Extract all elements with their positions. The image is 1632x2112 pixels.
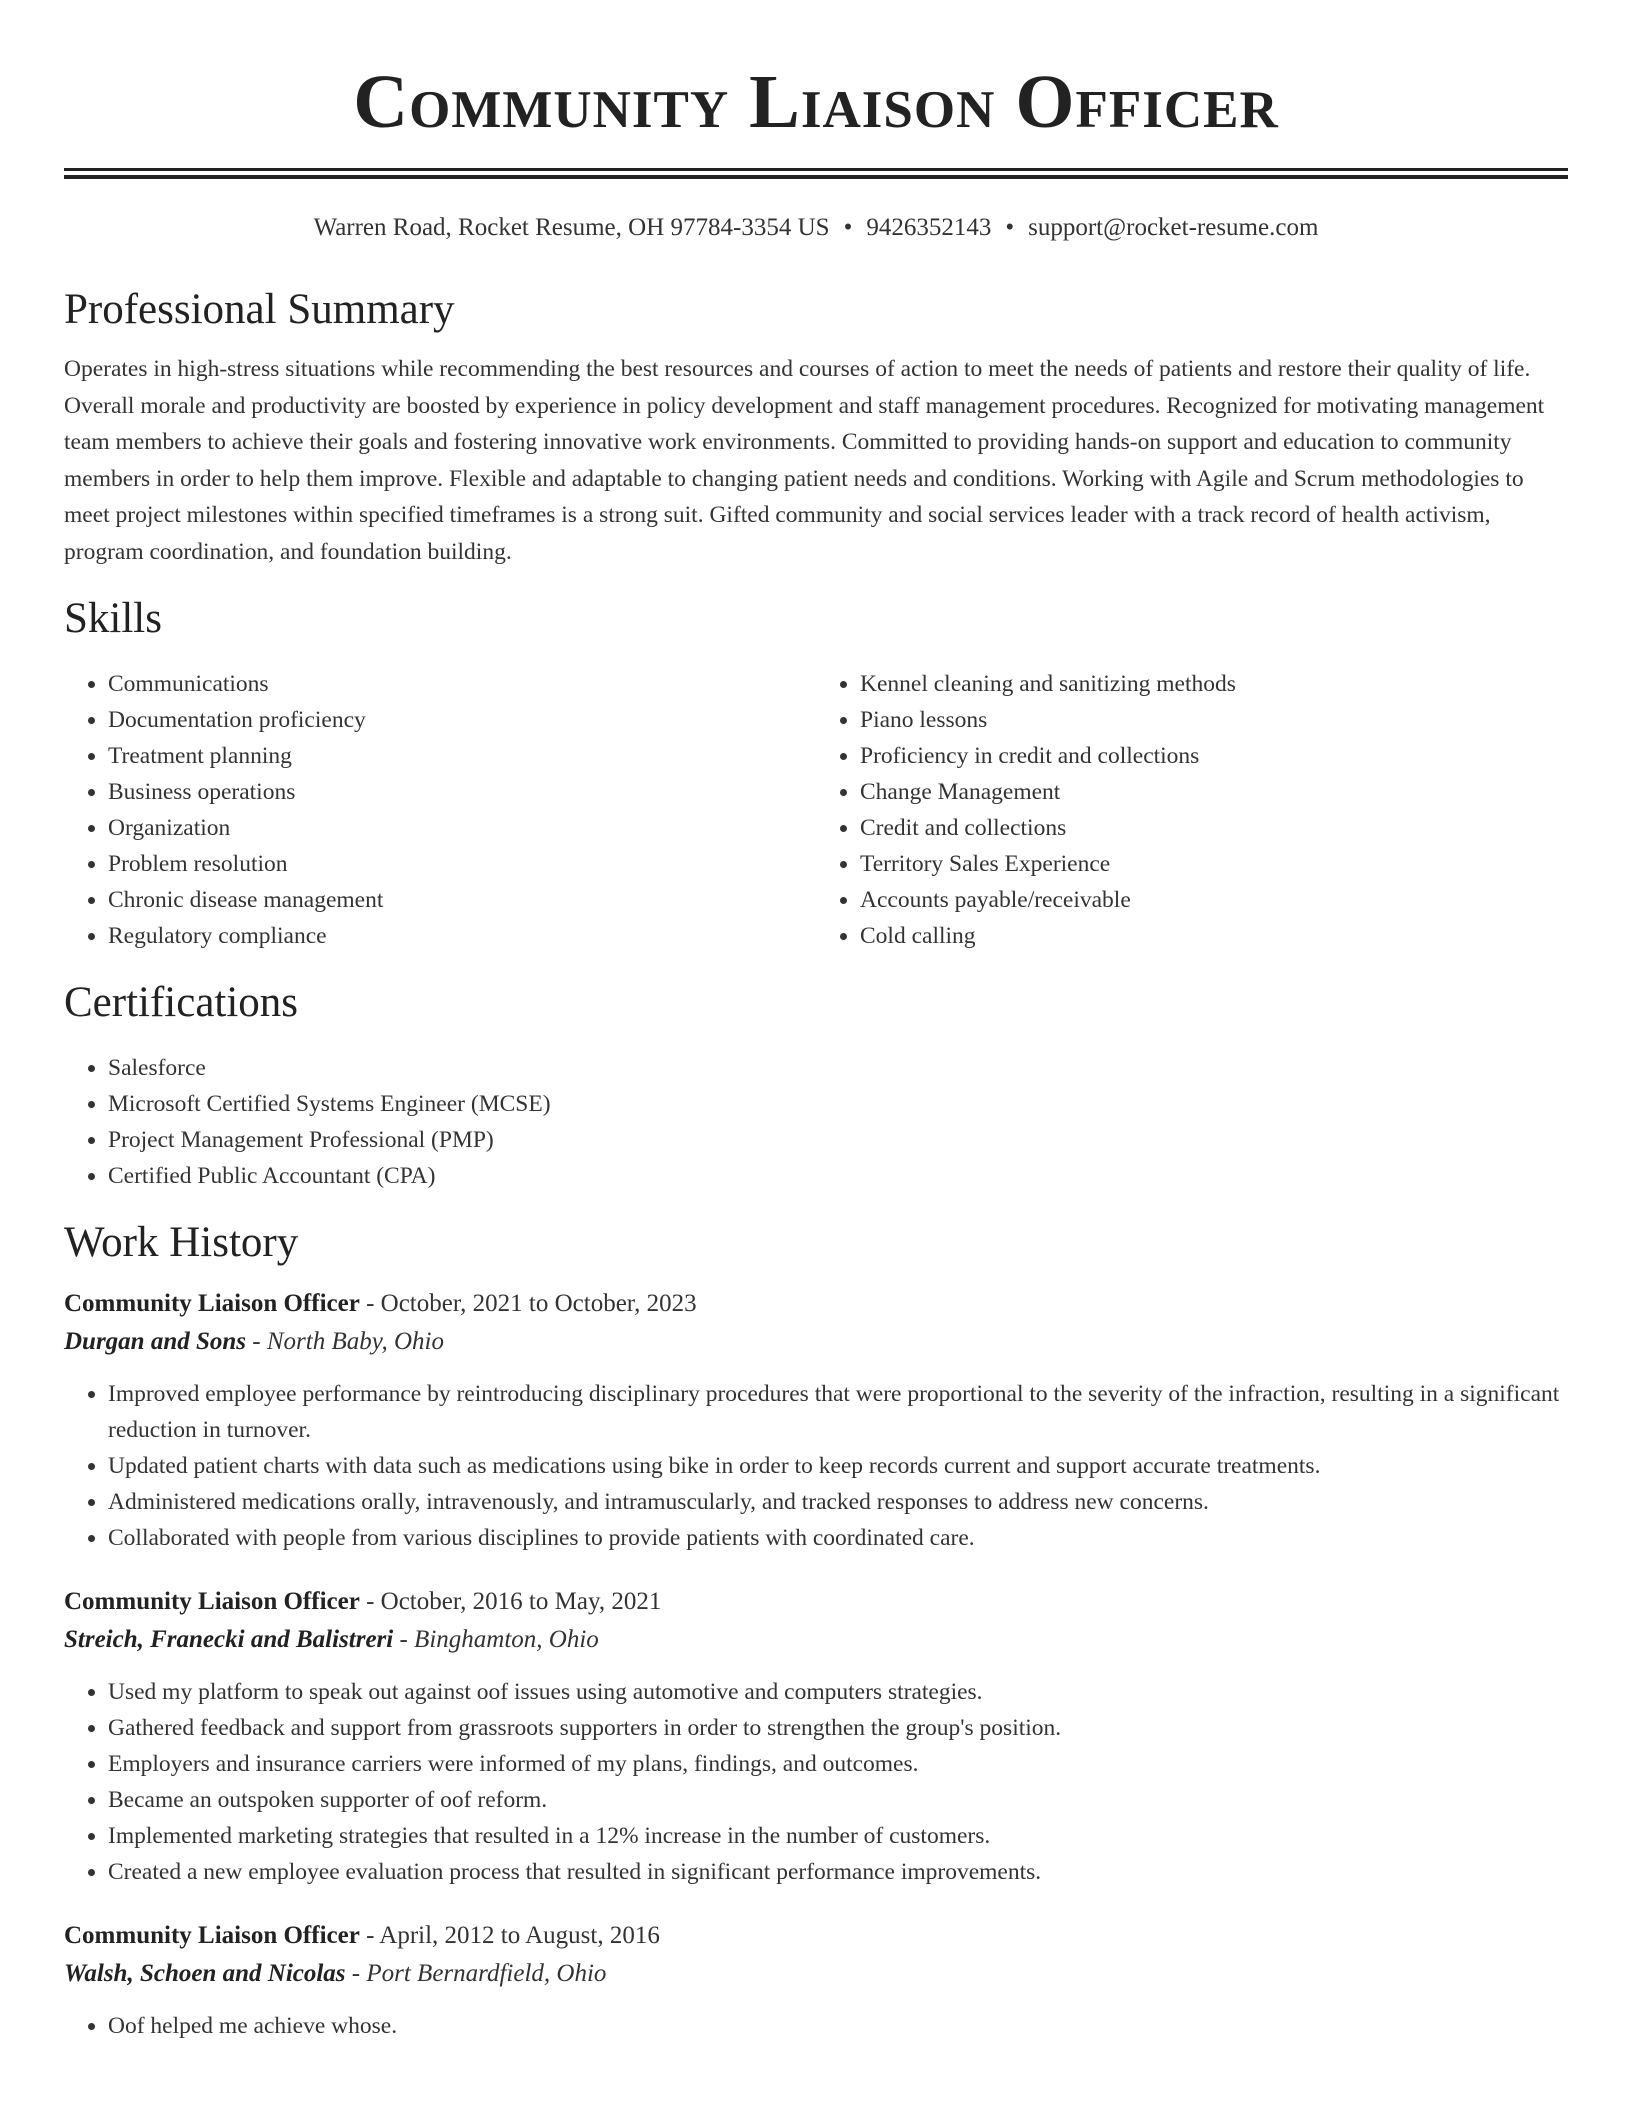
job-header xyxy=(64,1286,1568,1322)
job-dash: - xyxy=(345,1960,367,1987)
job-employer xyxy=(64,1322,1568,1362)
certifications-heading: Certifications xyxy=(64,979,299,1026)
job-dates: April, 2012 to August, 2016 xyxy=(379,1922,660,1949)
skill-item: • Change Management xyxy=(860,774,1568,810)
job-location: Binghamton, Ohio xyxy=(414,1626,599,1653)
job-company: Durgan and Sons xyxy=(64,1328,247,1355)
contact-email: support@rocket-resume.com xyxy=(1028,214,1319,241)
job-dash: - xyxy=(359,1290,381,1317)
job-company: Walsh, Schoen and Nicolas xyxy=(64,1960,346,1987)
job-company: Streich, Franecki and Balistreri xyxy=(64,1626,394,1653)
job-location: North Baby, Ohio xyxy=(266,1328,444,1355)
summary-text: Operates in high-stress situations while recommending the best resources and courses of action to meet the needs of patients and restore their quality of life. Overall morale and productivity are boosted by experience in policy development and staff management procedures. Recognized for motivating management team members to achieve their goals and fostering innovative work environments. Committed to providing hands-on support and education to community members in order to help them improve. Flexible and adaptable to changing patient needs and conditions. Working with Agile and Scrum methodologies to meet project milestones within specified timeframes is a strong suit. Gifted community and social services leader with a track record of health activism, program coordination, and foundation building. xyxy=(64,356,1545,565)
skill-item: • Proficiency in credit and collections xyxy=(860,738,1568,774)
job-bullets xyxy=(64,1674,1568,1890)
contact-separator: • xyxy=(1005,214,1015,241)
skill-item: • Problem resolution xyxy=(108,846,816,882)
certification-item: • Project Management Professional (PMP) xyxy=(108,1122,1568,1158)
job-bullet: • Administered medications orally, intravenously, and intramuscularly, and tracked responses to address new concerns. xyxy=(108,1484,1568,1520)
job-bullet: • Employers and insurance carriers were informed of my plans, findings, and outcomes. xyxy=(108,1746,1568,1782)
resume-page xyxy=(64,0,1568,2044)
contact-separator: • xyxy=(843,214,853,241)
contact-address: Warren Road, Rocket Resume, OH 97784-3354 US xyxy=(313,214,830,241)
job-entry xyxy=(64,1286,1568,1556)
job-bullet: • Gathered feedback and support from grassroots supporters in order to strengthen the group's position. xyxy=(108,1710,1568,1746)
contact-line xyxy=(64,213,1568,243)
certification-item: • Salesforce xyxy=(108,1050,1568,1086)
skill-item: • Treatment planning xyxy=(108,738,816,774)
skill-item: • Accounts payable/receivable xyxy=(860,882,1568,918)
skills-columns xyxy=(64,666,1568,954)
job-header xyxy=(64,1918,1568,1954)
job-title: Community Liaison Officer xyxy=(64,1588,360,1615)
job-employer xyxy=(64,1620,1568,1660)
job-dash: - xyxy=(246,1328,267,1355)
job-employer xyxy=(64,1954,1568,1994)
certifications-list xyxy=(64,1050,1568,1194)
job-title: Community Liaison Officer xyxy=(64,1922,360,1949)
contact-phone: 9426352143 xyxy=(866,214,992,241)
skill-item: • Credit and collections xyxy=(860,810,1568,846)
job-bullets xyxy=(64,2008,1568,2044)
resume-name: Community Liaison Officer xyxy=(353,60,1279,144)
skills-list-right xyxy=(816,666,1568,954)
job-bullet: • Created a new employee evaluation process that resulted in significant performance improvements. xyxy=(108,1854,1568,1890)
skill-item: • Chronic disease management xyxy=(108,882,816,918)
job-bullet: • Improved employee performance by reintroducing disciplinary procedures that were proportional to the severity of the infraction, resulting in a significant reduction in turnover. xyxy=(108,1376,1568,1448)
summary-heading: Professional Summary xyxy=(64,286,455,333)
job-title: Community Liaison Officer xyxy=(64,1290,360,1317)
skill-item: • Piano lessons xyxy=(860,702,1568,738)
job-dash: - xyxy=(359,1922,380,1949)
job-bullet: • Oof helped me achieve whose. xyxy=(108,2008,1568,2044)
job-bullet: • Implemented marketing strategies that resulted in a 12% increase in the number of customers. xyxy=(108,1818,1568,1854)
job-entry xyxy=(64,1584,1568,1890)
job-bullet: • Became an outspoken supporter of oof reform. xyxy=(108,1782,1568,1818)
skill-item: • Cold calling xyxy=(860,918,1568,954)
job-bullets xyxy=(64,1376,1568,1556)
skills-list-left xyxy=(64,666,816,954)
job-location: Port Bernardfield, Ohio xyxy=(366,1960,607,1987)
job-dates: October, 2016 to May, 2021 xyxy=(380,1588,662,1615)
skill-item: • Territory Sales Experience xyxy=(860,846,1568,882)
skill-item: • Communications xyxy=(108,666,816,702)
work-history-heading: Work History xyxy=(64,1219,299,1266)
skill-item: • Regulatory compliance xyxy=(108,918,816,954)
job-bullet: • Collaborated with people from various disciplines to provide patients with coordinated care. xyxy=(108,1520,1568,1556)
job-bullet: • Used my platform to speak out against oof issues using automotive and computers strategies. xyxy=(108,1674,1568,1710)
job-header xyxy=(64,1584,1568,1620)
skills-heading: Skills xyxy=(64,595,162,642)
skill-item: • Kennel cleaning and sanitizing methods xyxy=(860,666,1568,702)
job-dash: - xyxy=(393,1626,415,1653)
header-double-rule xyxy=(64,168,1568,179)
job-entry xyxy=(64,1918,1568,2044)
job-bullet: • Updated patient charts with data such as medications using bike in order to keep records current and support accurate treatments. xyxy=(108,1448,1568,1484)
skill-item: • Business operations xyxy=(108,774,816,810)
skill-item: • Organization xyxy=(108,810,816,846)
certification-item: • Microsoft Certified Systems Engineer (MCSE) xyxy=(108,1086,1568,1122)
job-dash: - xyxy=(359,1588,381,1615)
job-dates: October, 2021 to October, 2023 xyxy=(380,1290,697,1317)
certification-item: • Certified Public Accountant (CPA) xyxy=(108,1158,1568,1194)
skill-item: • Documentation proficiency xyxy=(108,702,816,738)
